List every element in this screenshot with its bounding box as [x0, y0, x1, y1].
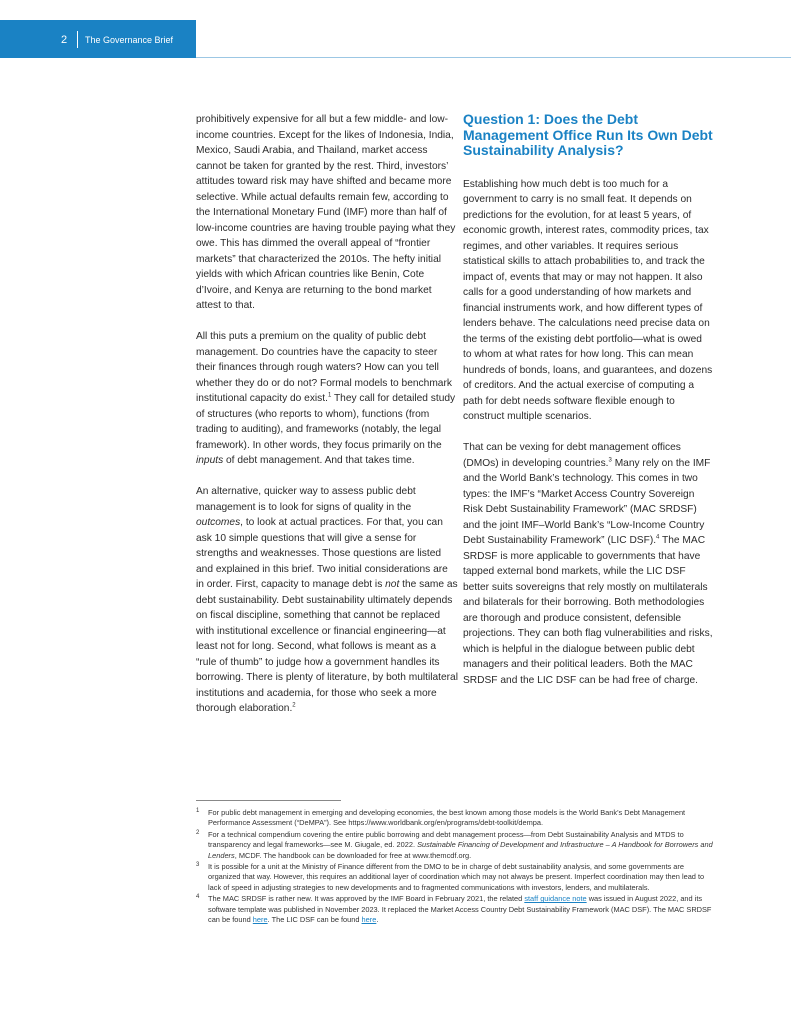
footnotes: [196, 808, 716, 926]
page-header-bar: [0, 20, 196, 58]
publication-title: The Governance Brief: [85, 35, 174, 45]
left-paragraph-1: prohibitively expensive for all but a few middle- and low-income countries. Except for the likes of Indonesia, India, Mexico, Saudi Arabia, and Thailand, market access cannot be taken for granted by the rest. Third, investors’ attitudes toward risk may have shifted and became more selective. While actual defaults remain few, according to the International Monetary Fund (IMF) more than half of low-income countries are having trouble paying what they owe. This has dimmed the overall appeal of “frontier markets” that characterized the 2010s. The hefty initial yields with which African countries like Benin, Cote d’Ivoire, and Kenya are returning to the bond market attest to that.: [196, 114, 456, 311]
footnote-ref-1[interactable]: 1: [327, 392, 332, 399]
left-paragraph-2: All this puts a premium on the quality of public debt management. Do countries have the capacity to steer their finances through rough waters? How can you tell whether they do or do not? Formal models to benchmark institutional capacity do exist.$^1$ They call for detailed study of structures (who reports to whom), functions (from trading to auditing), and frameworks (notably, the legal framework). In other words, they focus primarily on the inputs of debt management. And that takes time.: [196, 331, 456, 466]
footnote-ref-3[interactable]: 3: [608, 457, 612, 464]
header-divider: [77, 31, 78, 48]
footnote-2: 2 For a technical compendium covering the entire public borrowing and debt management process—from Debt Sustainability Analysis and MTDS to transparency and legal frameworks—see M. Giugale, ed. 2022. Sustainable Financing of Development and Infrastructure – A Handbook for Borrowers and Lenders, MCDF. The handbook can be downloaded for free at www.themcdf.org.: [196, 829, 713, 860]
left-column: [196, 112, 458, 732]
left-paragraph-3: An alternative, quicker way to assess public debt management is to look for signs of quality in the outcomes, to look at actual practices. For that, you can ask 10 simple questions that will give a sense for strengths and weaknesses. Those questions are listed and explained in this brief. Two initial considerations are in order. First, capacity to manage debt is not the same as debt sustainability. Debt sustainability ultimately depends on fiscal discipline, something that cannot be replaced with institutional excellence or financial engineering—at least not for long. Second, what follows is meant as a “rule of thumb” to judge how a government handles its borrowing. There is plenty of literature, by both multilateral institutions and academia, for those who seek a more thorough elaboration.$^2$: [196, 486, 458, 714]
staff-guidance-note-link[interactable]: staff guidance note: [524, 894, 587, 904]
header-rule: [196, 57, 791, 58]
footnote-ref-2[interactable]: 2: [292, 702, 296, 709]
right-paragraph-1: Establishing how much debt is too much for a government to carry is no small feat. It depends on predictions for the evolution, for at least 5 years, of economic growth, interest rates, commodity prices, tax regimes, and other variables. It requires serious statistical skills to attach probabilities to, and track the impact of, events that may or may not happen. It also calls for a good understanding of how markets and financial instruments work, and how different types of lenders behave. The calculations need precise data on the terms of the existing debt portfolio—what is owed to whom at what rates for how long. This can mean hundreds of bonds, loans, and guarantees, and dozens of creditors. And the actual exercise of computing a path for debt needs software flexible enough to construct multiple scenarios.: [463, 178, 713, 422]
footnote-rule: [196, 800, 341, 801]
footnote-1: 1 For public debt management in emerging and developing economies, the best known among those models is the World Bank’s Debt Management Performance Assessment (“DeMPA”). See https://www.worldbank.org/en/programs/debt-toolkit/dempa.: [196, 808, 686, 828]
footnote-4: 4 The MAC SRDSF is rather new. It was approved by the IMF Board in February 2021, the related staff guidance note was issued in August 2022, and its software template was published in November 2023. It replaced the Market Access Country Debt Sustainability Framework (MAC DSF). The MAC SRDSF can be found here. The LIC DSF can be found here.: [196, 894, 712, 925]
lic-dsf-link[interactable]: here: [361, 915, 377, 925]
right-column: [463, 112, 713, 704]
mac-srdsf-link[interactable]: here: [252, 915, 268, 925]
right-paragraph-2: That can be vexing for debt management offices (DMOs) in developing countries.$^3$ Many rely on the IMF and the World Bank’s technology. This comes in two types: the IMF’s “Market Access Country Sovereign Risk Debt Sustainability Framework” (MAC SRDSF) and the joint IMF–World Bank’s “Low-Income Country Debt Sustainability Framework” (LIC DSF).$^4$ The MAC SRDSF is more applicable to governments that have tapped external bond markets, while the LIC DSF better suits sovereigns that rely mostly on multilaterals and bilaterals for their borrowing. Both methodologies are thorough and produce consistent, defensible projections. They can both flag vulnerabilities and risks, which is helpful in the dialogue between public debt managers and their political leaders. Both the MAC SRDSF and the LIC DSF can be had free of charge.: [463, 442, 713, 686]
footnote-ref-4[interactable]: 4: [656, 534, 660, 541]
page-number: 2: [61, 34, 68, 46]
footnote-3: 3 It is possible for a unit at the Ministry of Finance different from the DMO to be in charge of debt sustainability analysis, and some governments are organized that way. However, this requires an additional layer of coordination which may not always be present. Imperfect coordination may then lead to lack of speed in adjusting strategies to new developments and to fragmented communications with investors, lenders, and multilaterals.: [196, 862, 705, 892]
question-1-heading: Question 1: Does the Debt Management Office Run Its Own Debt Sustainability Analysis?: [463, 111, 713, 158]
